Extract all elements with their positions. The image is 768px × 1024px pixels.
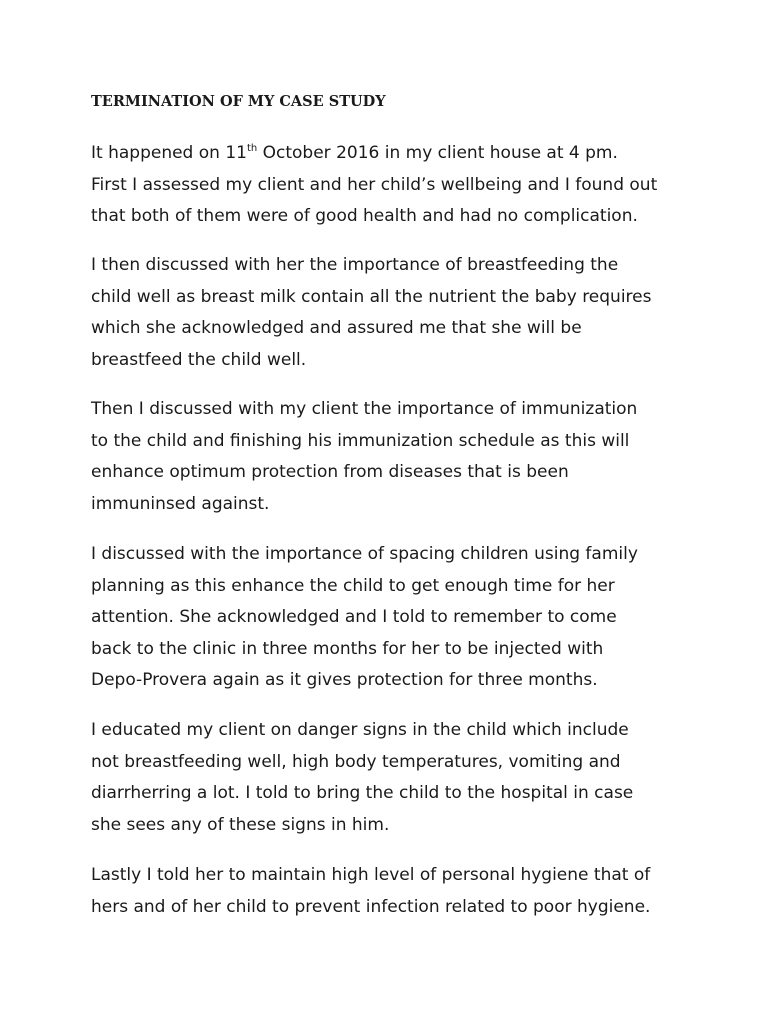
- paragraph-line: I discussed with the importance of spacing children using family: [91, 544, 638, 564]
- paragraph-6: [91, 860, 650, 923]
- paragraph-4: [91, 539, 638, 697]
- paragraph-2: [91, 250, 652, 376]
- paragraph-line: not breastfeeding well, high body temperatures, vomiting and: [91, 751, 621, 772]
- paragraph-line: I then discussed with her the importance of breastfeeding the: [91, 255, 619, 275]
- paragraph-line: First I assessed my client and her child’s wellbeing and I found out: [91, 174, 658, 195]
- line-text: October 2016 in my client house at 4 pm.: [257, 143, 618, 163]
- paragraph-line: diarrherring a lot. I told to bring the child to the hospital in case: [91, 783, 634, 803]
- line-text: It happened on 11: [91, 143, 247, 163]
- paragraph-line: breastfeed the child well.: [91, 349, 307, 370]
- paragraph-line: I educated my client on danger signs in the child which include: [91, 720, 629, 740]
- paragraph-line: which she acknowledged and assured me that she will be: [91, 318, 582, 338]
- paragraph-line: [91, 138, 657, 170]
- paragraph-line: to the child and finishing his immunization schedule as this will: [91, 430, 630, 451]
- paragraph-line: she sees any of these signs in him.: [91, 814, 390, 835]
- paragraph-line: hers and of her child to prevent infection related to poor hygiene.: [91, 896, 651, 917]
- paragraph-line: enhance optimum protection from diseases that is been: [91, 462, 569, 482]
- paragraph-line: back to the clinic in three months for her to be injected with: [91, 638, 604, 659]
- paragraph-line: attention. She acknowledged and I told to remember to come: [91, 607, 617, 627]
- ordinal-superscript: th: [246, 143, 258, 154]
- paragraph-5: [91, 715, 633, 841]
- paragraph-line: Then I discussed with my client the importance of immunization: [91, 399, 638, 419]
- paragraph-line: planning as this enhance the child to get enough time for her: [91, 575, 615, 596]
- paragraph-line: that both of them were of good health and had no complication.: [91, 206, 638, 226]
- paragraph-line: immuninsed against.: [91, 493, 270, 514]
- paragraph-1: [91, 138, 657, 233]
- paragraph-line: child well as breast milk contain all the nutrient the baby requires: [91, 286, 652, 307]
- document-title: TERMINATION OF MY CASE STUDY: [91, 93, 386, 110]
- paragraph-3: [91, 394, 637, 520]
- paragraph-line: Lastly I told her to maintain high level of personal hygiene that of: [91, 865, 651, 885]
- paragraph-line: Depo-Provera again as it gives protection for three months.: [91, 670, 598, 690]
